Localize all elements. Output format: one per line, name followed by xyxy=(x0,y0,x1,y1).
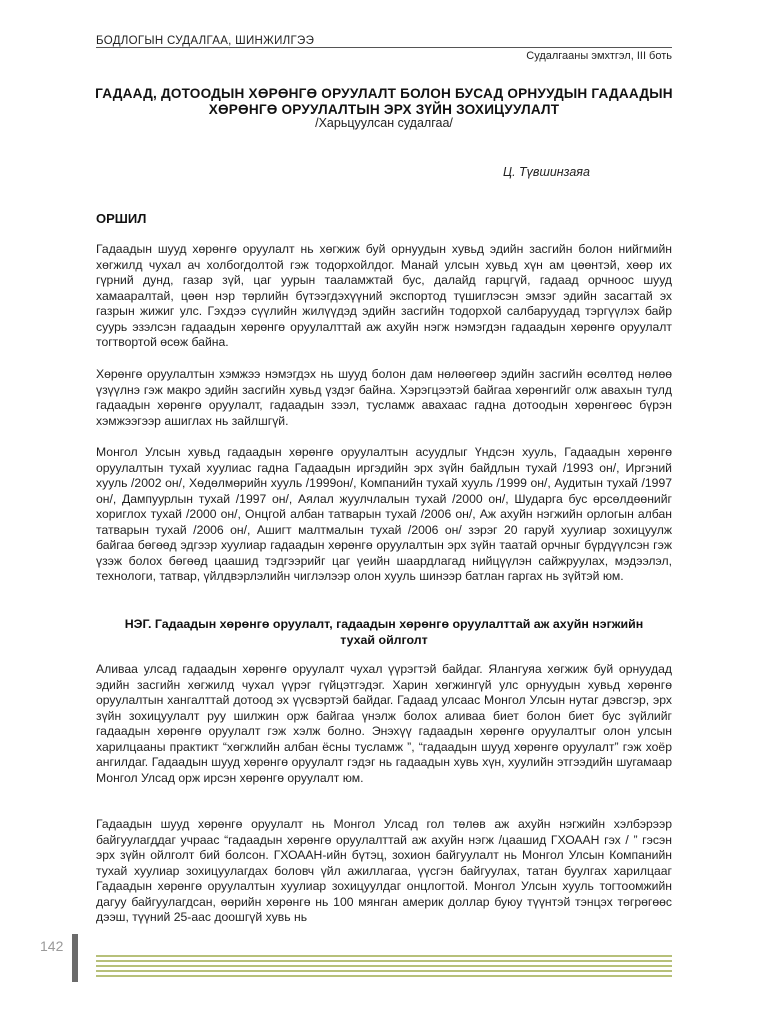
paragraph: Монгол Улсын хувьд гадаадын хөрөнгө оруулалтын асуудлыг Үндсэн хууль, Гадаадын хөрөнгө оруулалтын тухай хуулиас гадна Гадаадын иргэдийн эрх зүйн байдлын тухай /1993 он/, Иргэний хууль /2002 он/, Хөдөлмөрийн хууль /1999он/, Компанийн тухай хууль /1999 он/, Аудитын тухай /1997 он/, Дампуурлын тухай /1997 он/, Аялал жуулчлалын тухай /2000 он/, Шударга бус өрсөлдөөнийг хориглох тухай /2000 он/, Онцгой албан татварын тухай /2006 он/, Аж ахуйн нэгжийн орлогын албан татварын тухай /2006 он/, Ашигт малтмалын тухай /2006 он/ зэрэг 20 гаруй хуулиар зохицуулж байгаа бөгөөд эдгээр хуулиар гадаадын хөрөнгө оруулалтын эрх зүйн таатай орчныг бүрдүүлсэн гэж үзэж болох бөгөөд цаашид тэдгээрийг цаг үеийн шаардлагад нийцүүлэн сайжруулах, мэдээлэл, технологи, татвар, үйлдвэрлэлийн чиглэлээр олон хууль шинээр батлан гаргах нь зүйтэй юм. xyxy=(96,445,672,583)
collection-info: Судалгааны эмхтгэл, III боть xyxy=(526,50,672,62)
footer-stripe xyxy=(96,970,672,972)
author-name: Ц. Түвшинзаяа xyxy=(503,165,590,179)
paragraph: Гадаадын шууд хөрөнгө оруулалт нь хөгжиж буй орнуудын хувьд эдийн засгийн болон нийгмийн хөгжилд чухал ач холбогдолтой гэж тодорхойлдог. Манай улсын хувьд хүн ам цөөнтэй, хөөр их гүрний дунд, газар зүй, цаг уурын тааламжтай бус, далайд гарцгүй, гадаад орчноос шууд хамааралтай, цөөн нэр төрлийн бүтээгдэхүүний экспортод түшиглэсэн эмзэг эдийн засагтай эх газрын жижиг улс. Гэхдээ сүүлийн жилүүдэд эдийн засгийн тодорхой салбаруудад тэргүүлэх байр суурь эзэлсэн гадаадын хөрөнгө оруулалттай аж ахуйн нэгж нэмэгдэн гадаадын хөрөнгө оруулалт тогтвортой өсөж байна. xyxy=(96,242,672,349)
footer-stripe xyxy=(96,965,672,967)
section-subheading: НЭГ. Гадаадын хөрөнгө оруулалт, гадаадын хөрөнгө оруулалттай аж ахуйн нэгжийн тухай ойлголт xyxy=(124,617,644,647)
footer-stripe xyxy=(96,955,672,957)
footer-stripe xyxy=(96,975,672,977)
paragraph: Гадаадын шууд хөрөнгө оруулалт нь Монгол Улсад гол төлөв аж ахуйн нэгжийн хэлбэрээр байгуулагддаг учраас “гадаадын хөрөнгө оруулалттай аж ахуйн нэгж /цаашид ГХОААН гэх / ” гэсэн эрх зүйн ойлголт бий болсон. ГХОААН-ийн бүтэц, зохион байгуулалт нь Монгол Улсын Компанийн тухай хуулиар зохицуулагдах боловч үйл ажиллагаа, үүсгэн байгуулах, татан буулгах харилцааг Гадаадын хөрөнгө оруулалтын хуулиар зохицуулдаг онцлогтой. Монгол Улсын хууль тогтоомжийн дагуу байгуулагдсан, өөрийн хөрөнгө нь 100 мянган америк доллар буюу түүнтэй тэнцэх төгрөгөөс дээш, түүний 25-аас доошгүй хувь нь xyxy=(96,817,672,924)
article-title: ГАДААД, ДОТООДЫН ХӨРӨНГӨ ОРУУЛАЛТ БОЛОН БУСАД ОРНУУДЫН ГАДААДЫН ХӨРӨНГӨ ОРУУЛАЛТЫН ЭРХ ЗҮЙН ЗОХИЦУУЛАЛТ xyxy=(95,86,673,117)
paragraph: Аливаа улсад гадаадын хөрөнгө оруулалт чухал үүрэгтэй байдаг. Ялангуяа хөгжиж буй орнуудад эдийн засгийн хөгжилд чухал үүрэг гүйцэтгэдэг. Харин хөгжингүй улс орнуудын хувьд хөрөнгө оруулалтын хангалттай дотоод эх үүсвэртэй байдаг. Гадаад улсаас Монгол Улсын нутаг дэвсгэр, эрх зүйн зохицуулалт руу шилжин орж байгаа үнэлж болох аливаа биет болон биет бус зүйлийг гадаадын хөрөнгө оруулалт гэж хэлж болно. Энэхүү гадаадын хөрөнгө оруулалтыг олон улсын харилцааны практикт “хөгжлийн албан ёсны тусламж ”, “гадаадын шууд хөрөнгө оруулалт” гэж хоёр ангилдаг. Гадаадын шууд хөрөнгө оруулалт гэдэг нь гадаадын хувь хүн, хуулийн этгээдийн шугамаар Монгол Улсад орж ирсэн хөрөнгө оруулалт юм. xyxy=(96,662,672,785)
article-subtitle: /Харьцуулсан судалгаа/ xyxy=(315,116,453,130)
paragraph: Хөрөнгө оруулалтын хэмжээ нэмэгдэх нь шууд болон дам нөлөөгөөр эдийн засгийн өсөлтөд нөлөө үзүүлнэ гэж макро эдийн засгийн хувьд үздэг байна. Хэрэгцээтэй байгаа хөрөнгийг олж авахын тулд гадаадын хөрөнгө оруулалт, гадаадын зээл, тусламж авахаас гадна дотоодын хөрөнгөөс бүрэн хэмжээгээр ашиглах нь зайлшгүй. xyxy=(96,367,672,428)
header-rule xyxy=(96,47,672,48)
footer-side-bar xyxy=(72,934,78,982)
intro-heading: ОРШИЛ xyxy=(96,211,147,226)
footer-stripes xyxy=(96,955,672,977)
footer-stripe xyxy=(96,960,672,962)
journal-title: БОДЛОГЫН СУДАЛГАА, ШИНЖИЛГЭЭ xyxy=(96,35,315,47)
page-number: 142 xyxy=(40,938,64,954)
